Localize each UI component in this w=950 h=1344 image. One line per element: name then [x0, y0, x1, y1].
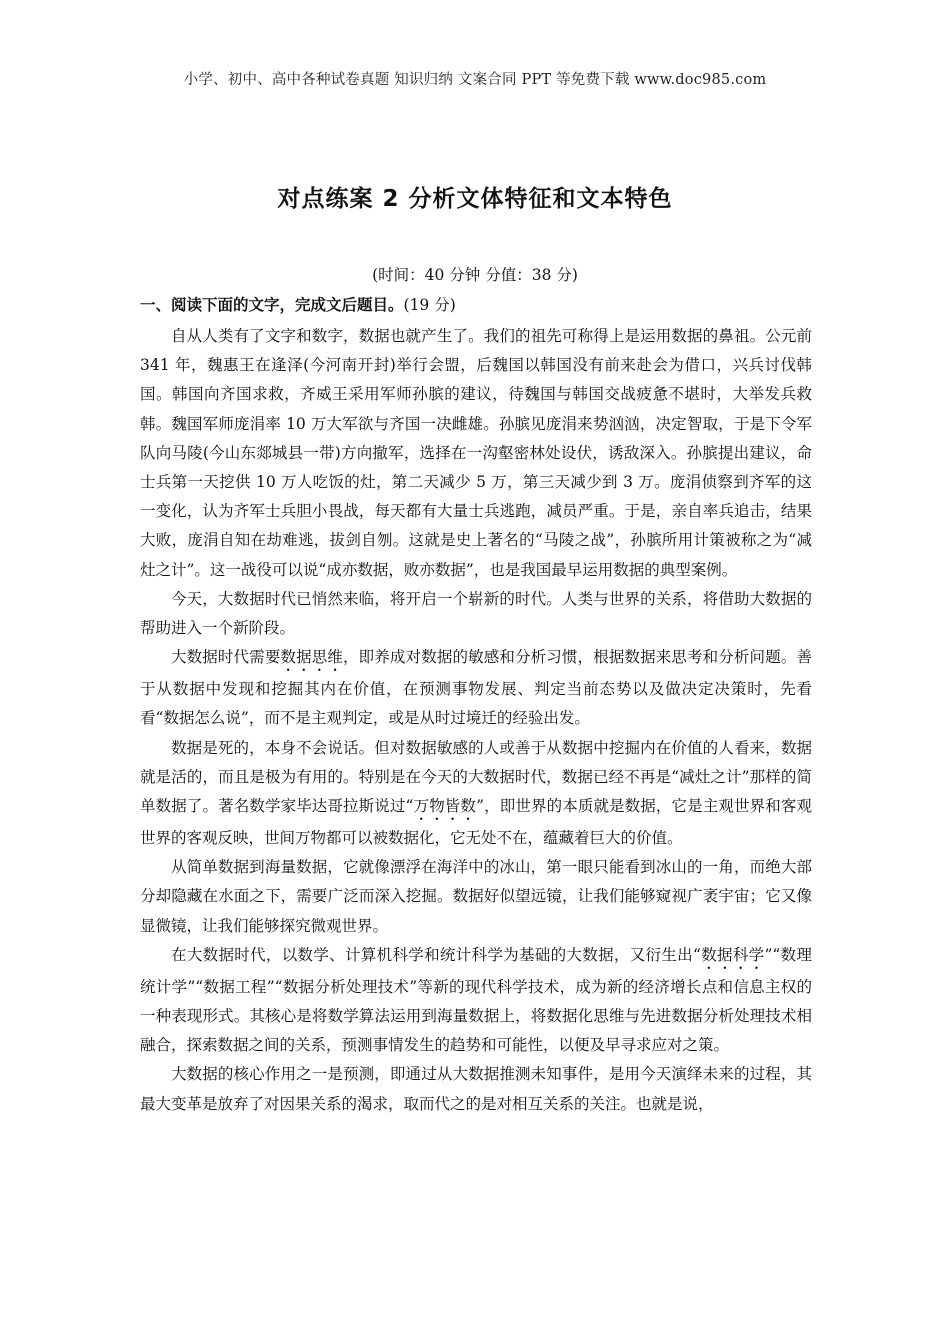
paragraph-6-part-a: 在大数据时代，以数学、计算机科学和统计科学为基础的大数据，又衍生出“: [171, 945, 701, 964]
paragraph-7: 大数据的核心作用之一是预测，即通过从大数据推测未知事件，是用今天演绎未来的过程，其最大变革是放弃了对因果关系的渴求，取而代之的是对相互关系的关注。也就是说，: [140, 1065, 812, 1113]
emphasis-data-science: 数据科学: [700, 945, 765, 964]
paragraph-2: 今天，大数据时代已悄然来临，将开启一个崭新的时代。人类与世界的关系，将借助大数据的帮助进入一个新阶段。: [140, 589, 812, 638]
time-score-info: (时间：40 分钟 分值：38 分): [372, 266, 578, 284]
paragraph-3-part-a: 大数据时代需要: [171, 648, 281, 667]
paragraph-6: [140, 941, 812, 1061]
paragraph-4: [140, 734, 812, 854]
paragraph-4-part-c: ”，即世界的本质就是数据，它是主观世界和客观世界的客观反映，世间万物都可以被数据化，它无处不在，蕴藏着巨大的价值。: [140, 797, 812, 848]
emphasis-data-thinking: 数据思维: [280, 648, 344, 667]
section-score: (19 分): [403, 296, 456, 314]
paragraph-1: 自从人类有了文字和数字，数据也就产生了。我们的祖先可称得上是运用数据的鼻祖。公元前 341 年，魏惠王在逢泽(今河南开封)举行会盟，后魏国以韩国没有前来赴会为借口，兴兵讨伐韩国。韩国向齐国求救，齐威王采用军师孙膑的建议，待魏国与韩国交战疲惫不堪时，大举发兵救韩。魏国军师庞涓率 10 万大军欲与齐国一决雌雄。孙膑见庞涓来势汹汹，决定智取，于是下令军队向马陵(今山东郯城县一带)方向撤军，选择在一沟壑密林处设伏，诱敌深入。孙膑提出建议，命士兵第一天挖供 10 万人吃饭的灶，第二天减少 5 万，第三天减少到 3 万。庞涓侦察到齐军的这一变化，认为齐军士兵胆小畏战，每天都有大量士兵逃跑，减员严重。于是，亲自率兵追击，结果大败，庞涓自知在劫难逃，拔剑自刎。这就是史上著名的“马陵之战”，孙膑所用计策被称之为“减灶之计”。这一战役可以说“成亦数据，败亦数据”，也是我国最早运用数据的典型案例。: [140, 327, 812, 579]
paragraph-6-part-c: ”“数理统计学”“数据工程”“数据分析处理技术”等新的现代科学技术，成为新的经济增长点和信息主权的一种表现形式。其核心是将数学算法运用到海量数据上，将数据化思维与先进数据分析处理技术相融合，探索数据之间的关系，预测事情发生的趋势和可能性，以便及早寻求应对之策。: [140, 945, 812, 1055]
paragraph-4-part-a: 数据是死的，本身不会说话。但对数据敏感的人或善于从数据中挖掘内在价值的人看来，数据就是活的，而且是极为有用的。特别是在今天的大数据时代，数据已经不再是“减灶之计”那样的简单数据了。著名数学家毕达哥拉斯说过“: [140, 738, 812, 816]
page-title: 对点练案 2 分析文体特征和文本特色: [277, 186, 673, 212]
section-label: 一、阅读下面的文字，完成文后题目。: [140, 296, 404, 314]
section-heading: [140, 293, 456, 315]
paragraph-3: [140, 643, 812, 733]
paragraph-5: 从简单数据到海量数据，它就像漂浮在海洋中的冰山，第一眼只能看到冰山的一角，而绝大部分却隐藏在水面之下，需要广泛而深入挖掘。数据好似望远镜，让我们能够窥视广袤宇宙；它又像显微镜，让我们能够探究微观世界。: [140, 858, 812, 935]
emphasis-everything-is-number: 万物皆数: [413, 797, 477, 816]
page-header: 小学、初中、高中各种试卷真题 知识归纳 文案合同 PPT 等免费下载 www.doc985.com: [183, 72, 767, 88]
paragraph-3-part-c: ，即养成对数据的敏感和分析习惯，根据数据来思考和分析问题。善于从数据中发现和挖掘其内在价值，在预测事物发展、判定当前态势以及做决定决策时，先看看“数据怎么说”，而不是主观判定，或是从时过境迁的经验出发。: [140, 648, 812, 728]
reading-passage: [140, 322, 812, 1119]
